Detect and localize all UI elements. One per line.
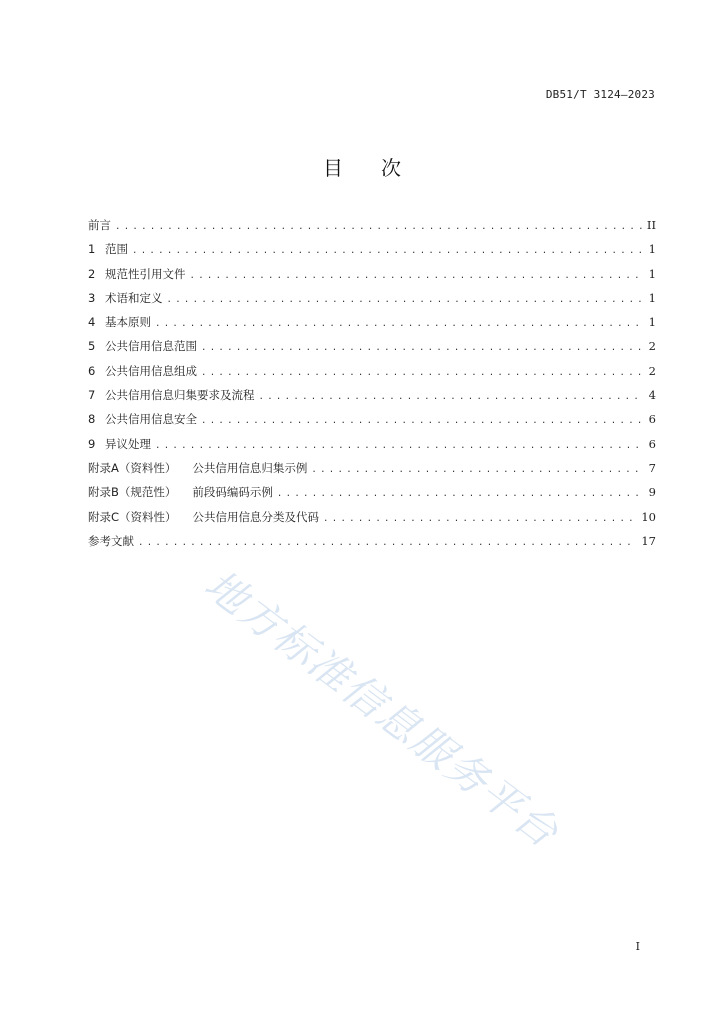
toc-entry-3[interactable] — [88, 290, 656, 314]
toc-entry-label: 规范性引用文件 — [105, 266, 186, 281]
toc-leader-dots — [201, 343, 642, 353]
toc-entry-appendix-c[interactable] — [88, 509, 656, 533]
toc-leader-dots — [115, 222, 642, 232]
toc-entry-page: 7 — [648, 460, 656, 475]
toc-title-right: 次 — [381, 156, 401, 180]
toc-entry-page: 1 — [648, 315, 656, 330]
toc-title — [0, 152, 724, 181]
toc-entry-label: 范围 — [105, 242, 128, 257]
toc-entry-2[interactable] — [88, 266, 656, 290]
toc-entry-label: 术语和定义 — [105, 290, 163, 305]
toc-list — [88, 217, 656, 557]
toc-entry-page: 2 — [648, 363, 656, 378]
toc-entry-label: 前段码编码示例 — [192, 485, 273, 500]
toc-entry-appendix-prefix: 附录A（资料性） — [88, 460, 177, 475]
toc-entry-page: II — [646, 218, 656, 232]
toc-entry-label: 公共信用信息组成 — [105, 363, 197, 378]
toc-entry-number: 8 — [88, 412, 96, 427]
toc-entry-page: 1 — [648, 242, 656, 257]
toc-entry-label: 公共信用信息安全 — [105, 412, 197, 427]
toc-entry-number: 3 — [88, 290, 96, 305]
toc-leader-dots — [155, 319, 642, 329]
toc-entry-6[interactable] — [88, 363, 656, 387]
toc-entry-label: 公共信用信息分类及代码 — [192, 509, 320, 524]
toc-entry-9[interactable] — [88, 436, 656, 460]
toc-entry-label: 异议处理 — [105, 436, 151, 451]
toc-entry-page: 10 — [641, 509, 656, 524]
toc-entry-number: 6 — [88, 363, 96, 378]
toc-entry-page: 17 — [641, 533, 656, 548]
toc-entry-page: 9 — [648, 485, 656, 500]
toc-entry-number: 5 — [88, 339, 96, 354]
toc-entry-foreword[interactable] — [88, 217, 656, 241]
toc-entry-7[interactable] — [88, 387, 656, 411]
toc-leader-dots — [311, 465, 642, 475]
toc-entry-label: 参考文献 — [88, 533, 134, 548]
toc-entry-appendix-prefix: 附录C（资料性） — [88, 509, 177, 524]
toc-entry-label: 公共信用信息归集示例 — [192, 460, 308, 475]
toc-entry-appendix-a[interactable] — [88, 460, 656, 484]
toc-entry-page: 1 — [648, 290, 656, 305]
toc-entry-number: 7 — [88, 388, 96, 403]
toc-leader-dots — [201, 368, 642, 378]
page-number: I — [635, 940, 640, 953]
toc-leader-dots — [201, 416, 642, 426]
toc-entry-number: 2 — [88, 266, 96, 281]
toc-title-left: 目 — [323, 156, 343, 180]
toc-entry-number: 9 — [88, 436, 96, 451]
toc-entry-page: 2 — [648, 339, 656, 354]
toc-entry-label: 前言 — [88, 218, 111, 232]
toc-entry-references[interactable] — [88, 533, 656, 557]
toc-entry-label: 公共信用信息范围 — [105, 339, 197, 354]
toc-entry-appendix-prefix: 附录B（规范性） — [88, 485, 177, 500]
toc-entry-label: 公共信用信息归集要求及流程 — [105, 388, 255, 403]
toc-entry-8[interactable] — [88, 411, 656, 435]
toc-entry-label: 基本原则 — [105, 315, 151, 330]
toc-leader-dots — [132, 246, 642, 256]
toc-entry-number: 1 — [88, 242, 96, 257]
toc-entry-5[interactable] — [88, 338, 656, 362]
toc-leader-dots — [259, 392, 643, 402]
document-code: DB51/T 3124—2023 — [545, 88, 655, 101]
watermark: 地方标准信息服务平台 — [195, 560, 569, 858]
toc-leader-dots — [190, 271, 643, 281]
toc-leader-dots — [167, 295, 643, 305]
toc-leader-dots — [138, 538, 637, 548]
toc-entry-page: 1 — [648, 266, 656, 281]
toc-entry-page: 6 — [648, 412, 656, 427]
toc-entry-1[interactable] — [88, 241, 656, 265]
toc-entry-appendix-b[interactable] — [88, 484, 656, 508]
toc-leader-dots — [323, 514, 637, 524]
toc-entry-page: 4 — [648, 388, 656, 403]
toc-leader-dots — [155, 441, 642, 451]
toc-entry-4[interactable] — [88, 314, 656, 338]
toc-entry-number: 4 — [88, 315, 96, 330]
toc-leader-dots — [277, 489, 642, 499]
toc-entry-page: 6 — [648, 436, 656, 451]
